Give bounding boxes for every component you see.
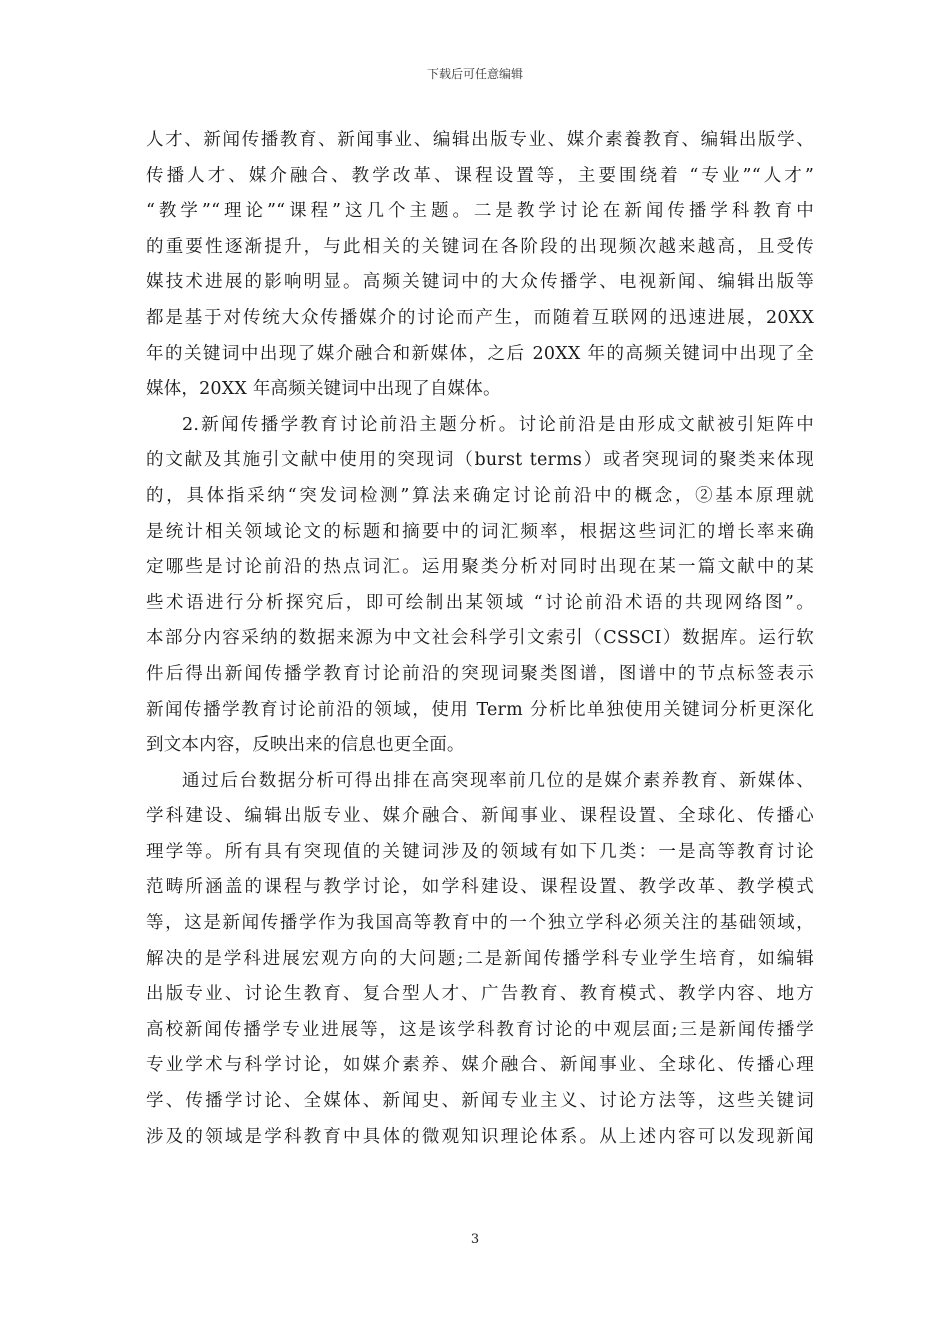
text-line: 到文本内容，反映出来的信息也更全面。	[146, 735, 465, 756]
text-line: 解决的是学科进展宏观方向的大问题;二是新闻传播学科专业学生培育，如编辑	[146, 948, 814, 969]
text-line: 专业学术与科学讨论，如媒介素养、媒介融合、新闻事业、全球化、传播心理	[146, 1055, 814, 1076]
text-line: 通过后台数据分析可得出排在高突现率前几位的是媒介素养教育、新媒体、	[182, 770, 814, 791]
text-line: 年的关键词中出现了媒介融合和新媒体，之后 20XX 年的高频关键词中出现了全	[146, 343, 814, 364]
text-line: 范畴所涵盖的课程与教学讨论，如学科建设、课程设置、教学改革、教学模式	[146, 877, 814, 898]
text-line: 些术语进行分析探究后，即可绘制出某领域 “讨论前沿术语的共现网络图”。	[146, 592, 814, 613]
text-line: 新闻传播学教育讨论前沿的领域，使用 Term 分析比单独使用关键词分析更深化	[146, 699, 814, 720]
text-line: 学科建设、编辑出版专业、媒介融合、新闻事业、课程设置、全球化、传播心	[146, 806, 814, 827]
text-line: 的文献及其施引文献中使用的突现词（burst terms）或者突现词的聚类来体现	[146, 450, 814, 471]
text-line: 涉及的领域是学科教育中具体的微观知识理论体系。从上述内容可以发现新闻	[146, 1126, 814, 1147]
page-header: 下载后可任意编辑	[426, 67, 523, 81]
text-line: “教学”“理论”“课程”这几个主题。二是教学讨论在新闻传播学科教育中	[146, 201, 814, 222]
text-line: 媒体，20XX 年高频关键词中出现了自媒体。	[146, 379, 501, 400]
text-line: 高校新闻传播学专业进展等，这是该学科教育讨论的中观层面;三是新闻传播学	[146, 1019, 814, 1040]
text-line: 等，这是新闻传播学作为我国高等教育中的一个独立学科必须关注的基础领域，	[146, 913, 814, 934]
text-line: 理学等。所有具有突现值的关键词涉及的领域有如下几类：一是高等教育讨论	[146, 841, 814, 862]
text-line: 的，具体指采纳“突发词检测”算法来确定讨论前沿中的概念，②基本原理就	[146, 485, 814, 506]
document-body	[146, 123, 814, 1155]
text-line: 件后得出新闻传播学教育讨论前沿的突现词聚类图谱，图谱中的节点标签表示	[146, 663, 814, 684]
text-line: 都是基于对传统大众传播媒介的讨论而产生，而随着互联网的迅速进展，20XX	[146, 307, 814, 328]
text-line: 是统计相关领域论文的标题和摘要中的词汇频率，根据这些词汇的增长率来确	[146, 521, 814, 542]
text-line: 媒技术进展的影响明显。高频关键词中的大众传播学、电视新闻、编辑出版等	[146, 272, 814, 293]
text-line: 的重要性逐渐提升，与此相关的关键词在各阶段的出现频次越来越高，且受传	[146, 236, 814, 257]
text-line: 传播人才、媒介融合、教学改革、课程设置等，主要围绕着 “专业”“人才”	[146, 165, 814, 186]
paragraph-2	[146, 408, 814, 764]
text-line: 学、传播学讨论、全媒体、新闻史、新闻专业主义、讨论方法等，这些关键词	[146, 1091, 814, 1112]
text-line: 2.新闻传播学教育讨论前沿主题分析。讨论前沿是由形成文献被引矩阵中	[182, 414, 814, 435]
page-number: 3	[470, 1232, 480, 1247]
paragraph-3	[146, 764, 814, 1156]
text-line: 本部分内容采纳的数据来源为中文社会科学引文索引（CSSCI）数据库。运行软	[146, 628, 814, 649]
text-line: 定哪些是讨论前沿的热点词汇。运用聚类分析对同时出现在某一篇文献中的某	[146, 557, 814, 578]
text-line: 人才、新闻传播教育、新闻事业、编辑出版专业、媒介素養教育、编辑出版学、	[146, 130, 814, 150]
text-line: 出版专业、讨论生教育、复合型人才、广告教育、教育模式、教学内容、地方	[146, 984, 814, 1005]
paragraph-1	[146, 123, 814, 408]
